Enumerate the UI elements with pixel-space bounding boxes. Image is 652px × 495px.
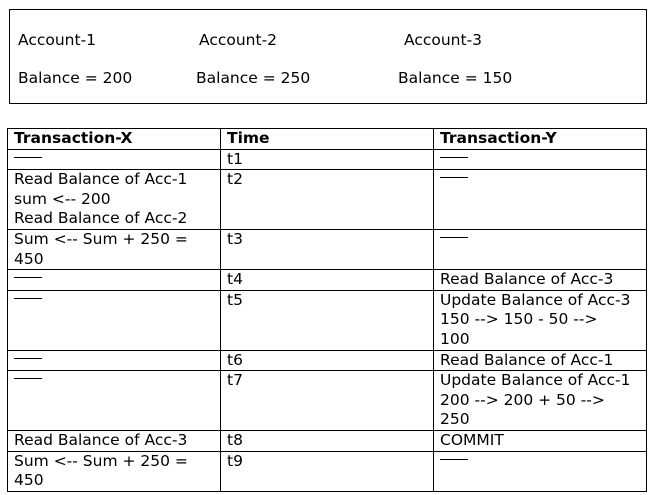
transaction-y-cell: Read Balance of Acc-3 [434,270,647,291]
account-2-name: Account-2 [199,31,278,49]
transaction-x-cell: Sum <-- Sum + 250 = 450 [8,229,221,269]
time-cell: t8 [221,430,434,451]
transaction-x-cell: Read Balance of Acc-3 [8,430,221,451]
transaction-x-cell: Sum <-- Sum + 250 = 450 [8,451,221,491]
header-transaction-y: Transaction-Y [434,129,647,150]
transaction-x-cell [8,290,221,350]
time-cell: t4 [221,270,434,291]
account-3-balance: Balance = 150 [398,69,513,87]
transaction-y-cell: Read Balance of Acc-1 [434,350,647,371]
idle-dash [14,157,42,158]
idle-dash [14,378,42,379]
transaction-x-cell [8,371,221,431]
transaction-y-cell: Update Balance of Acc-1 200 --> 200 + 50 --> 250 [434,371,647,431]
table-row [8,451,647,491]
time-cell: t6 [221,350,434,371]
table-row [8,270,647,291]
transaction-y-cell: Update Balance of Acc-3 150 --> 150 - 50 --> 100 [434,290,647,350]
transaction-y-cell [434,451,647,491]
time-cell: t7 [221,371,434,431]
account-2-balance: Balance = 250 [196,69,311,87]
time-cell: t2 [221,170,434,230]
header-transaction-x: Transaction-X [8,129,221,150]
transaction-x-cell [8,149,221,170]
table-row [8,170,647,230]
table-row [8,430,647,451]
table-row [8,350,647,371]
header-time: Time [221,129,434,150]
transaction-table [7,128,647,492]
table-row [8,290,647,350]
transaction-x-cell: Read Balance of Acc-1 sum <-- 200 Read Balance of Acc-2 [8,170,221,230]
transaction-y-cell [434,170,647,230]
transaction-x-cell [8,350,221,371]
account-1-name: Account-1 [18,31,97,49]
time-cell: t9 [221,451,434,491]
transaction-x-cell [8,270,221,291]
table-row [8,229,647,269]
transaction-y-cell [434,229,647,269]
idle-dash [440,237,468,238]
idle-dash [14,277,42,278]
transaction-y-cell [434,149,647,170]
time-cell: t1 [221,149,434,170]
time-cell: t3 [221,229,434,269]
transaction-y-cell: COMMIT [434,430,647,451]
idle-dash [14,298,42,299]
table-row [8,371,647,431]
idle-dash [14,358,42,359]
time-cell: t5 [221,290,434,350]
table-row [8,149,647,170]
account-1-balance: Balance = 200 [18,69,133,87]
account-3-name: Account-3 [404,31,483,49]
idle-dash [440,459,468,460]
accounts-box [9,9,647,104]
table-header-row [8,129,647,150]
idle-dash [440,157,468,158]
idle-dash [440,177,468,178]
